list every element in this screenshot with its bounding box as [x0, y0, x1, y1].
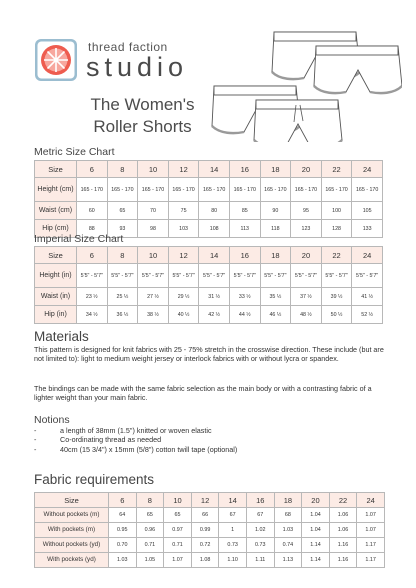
header-cell: 20: [302, 493, 330, 508]
table-cell: 5'5" - 5'7": [321, 264, 352, 288]
header-cell: 6: [77, 161, 108, 178]
table-cell: 1.06: [329, 523, 357, 538]
table-cell: 103: [168, 220, 199, 238]
table-row: [35, 288, 383, 306]
table-row: [35, 178, 383, 202]
table-cell: 0.97: [164, 523, 192, 538]
header-cell: 16: [229, 161, 260, 178]
table-cell: 60: [77, 202, 108, 220]
table-cell: 1: [219, 523, 247, 538]
table-cell: 5'5" - 5'7": [107, 264, 138, 288]
table-cell: 36 ½: [107, 306, 138, 324]
table-cell: 5'5" - 5'7": [168, 264, 199, 288]
table-cell: 0.71: [136, 538, 164, 553]
table-cell: 39 ½: [321, 288, 352, 306]
brand-studio: studio: [86, 52, 189, 82]
table-cell: 34 ½: [77, 306, 108, 324]
header-cell: 8: [107, 161, 138, 178]
header-cell: 10: [164, 493, 192, 508]
materials-paragraph-2: The bindings can be made with the same fabric selection as the main body or with a contrasting fabric of a lighter weight than your main fabric.: [34, 384, 372, 403]
row-label: Without pockets (yd): [35, 538, 109, 553]
header-cell: 20: [291, 247, 322, 264]
table-cell: 93: [107, 220, 138, 238]
table-cell: 65: [136, 508, 164, 523]
row-label: Hip (cm): [35, 220, 77, 238]
metric-heading: Metric Size Chart: [34, 146, 115, 158]
table-cell: 1.05: [136, 553, 164, 568]
row-label: Waist (in): [35, 288, 77, 306]
table-cell: 1.16: [329, 553, 357, 568]
header-cell: 14: [199, 161, 230, 178]
table-cell: 70: [138, 202, 169, 220]
title-line-2: Roller Shorts: [93, 117, 192, 136]
row-label: Waist (cm): [35, 202, 77, 220]
table-cell: 95: [291, 202, 322, 220]
metric-size-table: [34, 160, 383, 238]
table-cell: 52 ½: [352, 306, 383, 324]
table-row: [35, 523, 385, 538]
table-cell: 165 - 170: [77, 178, 108, 202]
table-row: [35, 553, 385, 568]
table-cell: 1.07: [357, 508, 385, 523]
table-cell: 0.71: [164, 538, 192, 553]
imperial-size-table: [34, 246, 383, 324]
table-header-row: [35, 161, 383, 178]
table-cell: 1.03: [274, 523, 302, 538]
table-cell: 1.06: [329, 508, 357, 523]
row-label: Without pockets (m): [35, 508, 109, 523]
notions-list: [34, 426, 386, 454]
table-row: [35, 202, 383, 220]
fabric-requirements-table: [34, 492, 385, 568]
table-cell: 165 - 170: [107, 178, 138, 202]
table-cell: 0.73: [246, 538, 274, 553]
row-label: Hip (in): [35, 306, 77, 324]
table-cell: 85: [229, 202, 260, 220]
table-cell: 64: [109, 508, 137, 523]
row-label: Height (cm): [35, 178, 77, 202]
fabric-heading: Fabric requirements: [34, 472, 155, 487]
table-cell: 165 - 170: [168, 178, 199, 202]
table-cell: 23 ½: [77, 288, 108, 306]
table-cell: 1.04: [302, 508, 330, 523]
header-cell: 14: [199, 247, 230, 264]
row-label: Height (in): [35, 264, 77, 288]
list-item: - Co-ordinating thread as needed: [34, 435, 162, 445]
header-cell: 20: [291, 161, 322, 178]
header-cell: 8: [107, 247, 138, 264]
header-cell: 22: [329, 493, 357, 508]
table-cell: 5'5" - 5'7": [138, 264, 169, 288]
header-cell: 8: [136, 493, 164, 508]
header-cell: 24: [352, 247, 383, 264]
table-row: [35, 264, 383, 288]
title-line-1: The Women's: [90, 95, 195, 114]
table-cell: 165 - 170: [138, 178, 169, 202]
header-cell: 18: [260, 247, 291, 264]
table-cell: 108: [199, 220, 230, 238]
table-cell: 133: [352, 220, 383, 238]
table-cell: 1.07: [357, 523, 385, 538]
notion-text: a length of 38mm (1.5") knitted or woven elastic: [60, 426, 212, 435]
table-cell: 29 ½: [168, 288, 199, 306]
table-header-row: [35, 247, 383, 264]
header-cell: 14: [219, 493, 247, 508]
table-cell: 1.10: [219, 553, 247, 568]
list-item: - 40cm (15 3/4") x 15mm (5/8") cotton twill tape (optional): [34, 444, 238, 454]
table-cell: 113: [229, 220, 260, 238]
table-cell: 105: [352, 202, 383, 220]
table-cell: 50 ½: [321, 306, 352, 324]
table-cell: 37 ½: [291, 288, 322, 306]
table-cell: 44 ½: [229, 306, 260, 324]
header-cell: 6: [109, 493, 137, 508]
table-cell: 1.07: [164, 553, 192, 568]
header-cell: 12: [168, 161, 199, 178]
table-cell: 0.72: [191, 538, 219, 553]
table-cell: 123: [291, 220, 322, 238]
table-cell: 27 ½: [138, 288, 169, 306]
table-cell: 38 ½: [138, 306, 169, 324]
table-cell: 35 ½: [260, 288, 291, 306]
table-cell: 66: [191, 508, 219, 523]
table-header-row: [35, 493, 385, 508]
table-cell: 0.73: [219, 538, 247, 553]
table-cell: 5'5" - 5'7": [229, 264, 260, 288]
table-cell: 0.74: [274, 538, 302, 553]
table-cell: 1.16: [329, 538, 357, 553]
table-cell: 165 - 170: [229, 178, 260, 202]
table-cell: 1.14: [302, 538, 330, 553]
header-cell: 10: [138, 161, 169, 178]
table-cell: 90: [260, 202, 291, 220]
notion-text: 40cm (15 3/4") x 15mm (5/8") cotton twill tape (optional): [60, 444, 238, 454]
table-cell: 5'5" - 5'7": [77, 264, 108, 288]
table-cell: 1.08: [191, 553, 219, 568]
table-cell: 165 - 170: [291, 178, 322, 202]
table-cell: 1.13: [274, 553, 302, 568]
table-cell: 1.04: [302, 523, 330, 538]
table-row: [35, 538, 385, 553]
table-cell: 25 ½: [107, 288, 138, 306]
header-cell: 22: [321, 247, 352, 264]
table-cell: 100: [321, 202, 352, 220]
notion-text: Co-ordinating thread as needed: [60, 435, 162, 445]
header-cell: 16: [229, 247, 260, 264]
table-cell: 118: [260, 220, 291, 238]
notions-heading: Notions: [34, 414, 70, 426]
table-cell: 128: [321, 220, 352, 238]
brand-name: thread faction: [88, 40, 168, 54]
table-cell: 1.17: [357, 538, 385, 553]
header-cell: 12: [168, 247, 199, 264]
table-cell: 165 - 170: [321, 178, 352, 202]
table-cell: 165 - 170: [352, 178, 383, 202]
header-cell: 18: [274, 493, 302, 508]
materials-heading: Materials: [34, 329, 89, 344]
header-cell: 10: [138, 247, 169, 264]
table-cell: 42 ½: [199, 306, 230, 324]
header-cell: Size: [35, 247, 77, 264]
header-cell: 18: [260, 161, 291, 178]
table-cell: 1.14: [302, 553, 330, 568]
table-cell: 1.11: [246, 553, 274, 568]
table-cell: 1.17: [357, 553, 385, 568]
table-cell: 80: [199, 202, 230, 220]
table-cell: 1.02: [246, 523, 274, 538]
table-cell: 68: [274, 508, 302, 523]
header-cell: 12: [191, 493, 219, 508]
table-cell: 65: [164, 508, 192, 523]
imperial-heading: Imperial Size Chart: [34, 233, 124, 245]
header-cell: 6: [77, 247, 108, 264]
logo-icon: [34, 38, 78, 82]
header-cell: 24: [357, 493, 385, 508]
table-cell: 0.95: [109, 523, 137, 538]
table-cell: 48 ½: [291, 306, 322, 324]
materials-paragraph-1: This pattern is designed for knit fabrics with 25 - 75% stretch in the crosswise direction. These include (but are not limited to): light to medium weight jersey or interlock fabrics with or without lycra or spandex.: [34, 345, 384, 364]
table-cell: 0.70: [109, 538, 137, 553]
table-cell: 5'5" - 5'7": [260, 264, 291, 288]
table-cell: 41 ½: [352, 288, 383, 306]
table-cell: 31 ½: [199, 288, 230, 306]
table-cell: 88: [77, 220, 108, 238]
table-cell: 165 - 170: [199, 178, 230, 202]
table-cell: 67: [219, 508, 247, 523]
shorts-illustration: [210, 24, 402, 142]
table-cell: 5'5" - 5'7": [352, 264, 383, 288]
header-cell: 24: [352, 161, 383, 178]
table-cell: 67: [246, 508, 274, 523]
header-cell: Size: [35, 493, 109, 508]
table-cell: 46 ½: [260, 306, 291, 324]
table-cell: 1.03: [109, 553, 137, 568]
list-item: - a length of 38mm (1.5") knitted or woven elastic: [34, 426, 212, 435]
table-row: [35, 508, 385, 523]
table-row: [35, 306, 383, 324]
table-cell: 75: [168, 202, 199, 220]
table-cell: 98: [138, 220, 169, 238]
header-cell: 22: [321, 161, 352, 178]
table-cell: 65: [107, 202, 138, 220]
table-cell: 5'5" - 5'7": [199, 264, 230, 288]
table-cell: 0.96: [136, 523, 164, 538]
row-label: With pockets (yd): [35, 553, 109, 568]
header-cell: Size: [35, 161, 77, 178]
table-cell: 33 ½: [229, 288, 260, 306]
table-cell: 40 ½: [168, 306, 199, 324]
table-cell: 165 - 170: [260, 178, 291, 202]
row-label: With pockets (m): [35, 523, 109, 538]
table-cell: 0.99: [191, 523, 219, 538]
header-cell: 16: [246, 493, 274, 508]
table-cell: 5'5" - 5'7": [291, 264, 322, 288]
